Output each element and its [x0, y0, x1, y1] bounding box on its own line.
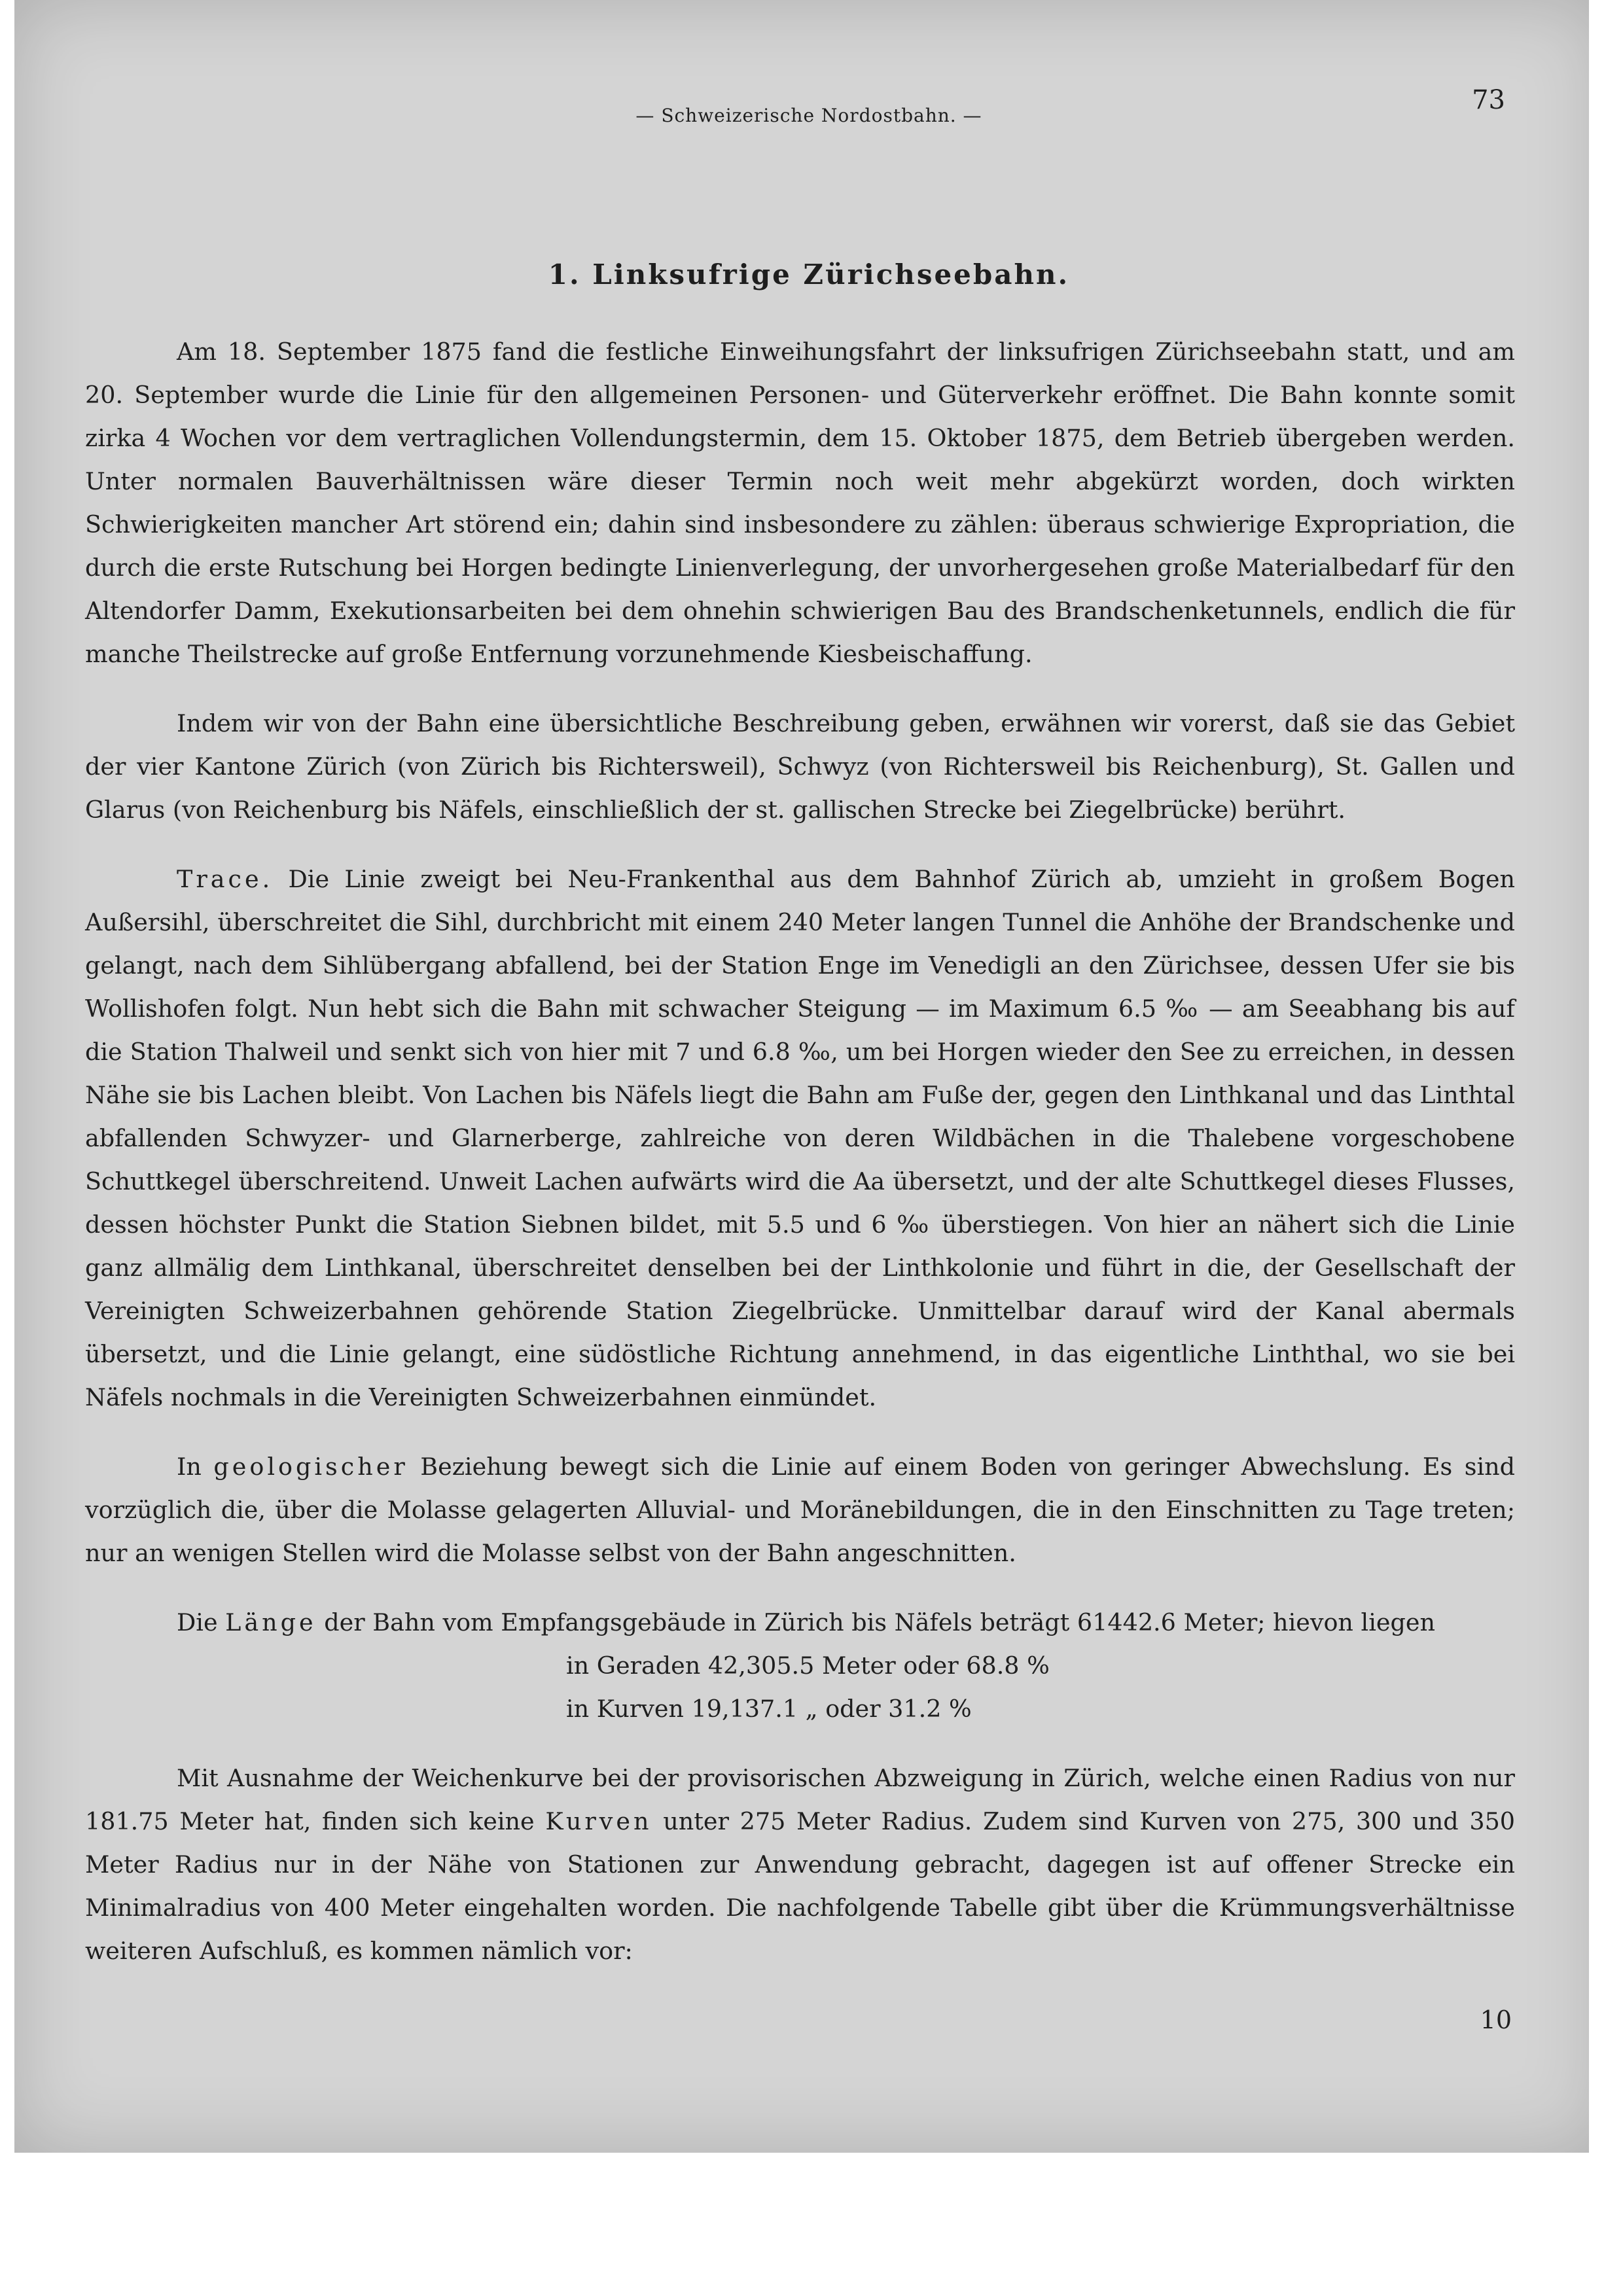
geology-text: Beziehung bewegt sich die Linie auf einem Boden von geringer Abwechslung. Es sind vorzüglich die, über die Molasse gelagerten Alluvial- und Moränebildungen, die in den Einschnitten zu Tage treten; nur an wenigen Stellen wird die Molasse selbst von der Bahn angeschnitten. [85, 1453, 1516, 1567]
paragraph-trace [85, 858, 1515, 1419]
length-curves-row: in Kurven 19,137.1 „ oder 31.2 % [566, 1695, 972, 1723]
signature-mark: 10 [1480, 2005, 1512, 2034]
paragraph-geology [85, 1445, 1515, 1575]
length-spaced: Länge [225, 1608, 317, 1636]
length-straight-row: in Geraden 42,305.5 Meter oder 68.8 % [566, 1651, 1050, 1680]
length-lead: der Bahn vom Empfangsgebäude in Zürich bis Näfels beträgt 61442.6 Meter; hievon liegen [324, 1608, 1435, 1636]
length-block [85, 1601, 1515, 1731]
document-page [14, 0, 1603, 2153]
length-lead-line [85, 1601, 1515, 1644]
geology-spaced: geologischer [213, 1453, 408, 1481]
paragraph-curves [85, 1757, 1515, 1973]
body-text [85, 330, 1515, 1999]
section-title: 1. Linksufrige Zürichseebahn. [548, 258, 1070, 291]
scanned-page [14, 0, 1603, 2153]
running-header: — Schweizerische Nordostbahn. — [635, 105, 982, 126]
paragraph-cantons: Indem wir von der Bahn eine übersichtliche Beschreibung geben, erwähnen wir vorerst, daß sie das Gebiet der vier Kantone Zürich (von Zürich bis Richtersweil), Schwyz (von Richtersweil bis Reichenburg), St. Gallen und Glarus (von Reichenburg bis Näfels, einschließlich der st. gallischen Strecke bei Ziegelbrücke) berührt. [85, 709, 1515, 824]
curves-spaced: Kurven [545, 1807, 652, 1835]
curves-text-before: Mit Ausnahme der Weichenkurve bei der provisorischen Abzweigung in Zürich, welche einen Radius von nur 181.75 Meter hat, finden sich keine [85, 1764, 1515, 1835]
geology-prefix: In [177, 1453, 202, 1481]
paragraph-opening: Am 18. September 1875 fand die festliche Einweihungsfahrt der linksufrigen Zürichseebahn statt, und am 20. September wurde die Linie für den allgemeinen Personen- und Güterverkehr eröffnet. Die Bahn konnte somit zirka 4 Wochen vor dem vertraglichen Vollendungstermin, dem 15. Oktober 1875, dem Betrieb übergeben werden. Unter normalen Bauverhältnissen wäre dieser Termin noch weit mehr abgekürzt worden, doch wirkten Schwierigkeiten mancher Art störend ein; dahin sind insbesondere zu zählen: überaus schwierige Expropriation, die durch die erste Rutschung bei Horgen bedingte Linienverlegung, der unvorhergesehen große Materialbedarf für den Altendorfer Damm, Exekutionsarbeiten bei dem ohnehin schwierigen Bau des Brandschenketunnels, endlich die für manche Theilstrecke auf große Entfernung vorzunehmende Kiesbeischaffung. [85, 338, 1515, 668]
page-number: 73 [1472, 85, 1505, 115]
trace-text: Die Linie zweigt bei Neu-Frankenthal aus dem Bahnhof Zürich ab, umzieht in großem Bogen Außersihl, überschreitet die Sihl, durchbricht mit einem 240 Meter langen Tunnel die Anhöhe der Brandschenke und gelangt, nach dem Sihlübergang abfallend, bei der Station Enge im Venedigli an den Zürichsee, dessen Ufer sie bis Wollishofen folgt. Nun hebt sich die Bahn mit schwacher Steigung — im Maximum 6.5 ‰ — am Seeabhang bis auf die Station Thalweil und senkt sich von hier mit 7 und 6.8 ‰, um bei Horgen wieder den See zu erreichen, in dessen Nähe sie bis Lachen bleibt. Von Lachen bis Näfels liegt die Bahn am Fuße der, gegen den Linthkanal und das Linthtal abfallenden Schwyzer- und Glarnerberge, zahlreiche von deren Wildbächen in die Thalebene vorgeschobene Schuttkegel überschreitend. Unweit Lachen aufwärts wird die Aa übersetzt, und der alte Schuttkegel dieses Flusses, dessen höchster Punkt die Station Siebnen bildet, mit 5.5 und 6 ‰ überstiegen. Von hier an nähert sich die Linie ganz allmälig dem Linthkanal, überschreitet denselben bei der Linthkolonie und führt in die, der Gesellschaft der Vereinigten Schweizerbahnen gehörende Station Ziegelbrücke. Unmittelbar darauf wird der Kanal abermals übersetzt, und die Linie gelangt, eine südöstliche Richtung annehmend, in das eigentliche Linththal, wo sie bei Näfels nochmals in die Vereinigten Schweizerbahnen einmündet. [85, 865, 1516, 1411]
length-prefix: Die [177, 1608, 218, 1636]
trace-lead: Trace. [177, 865, 274, 893]
curves-text-after: unter 275 Meter Radius. Zudem sind Kurven von 275, 300 und 350 Meter Radius nur in der Nähe von Stationen zur Anwendung gebracht, dagegen ist auf offener Strecke ein Minimalradius von 400 Meter eingehalten worden. Die nachfolgende Tabelle gibt über die Krümmungsverhältnisse weiteren Aufschluß, es kommen nämlich vor: [85, 1807, 1516, 1965]
scan-margin [1589, 0, 1623, 2153]
